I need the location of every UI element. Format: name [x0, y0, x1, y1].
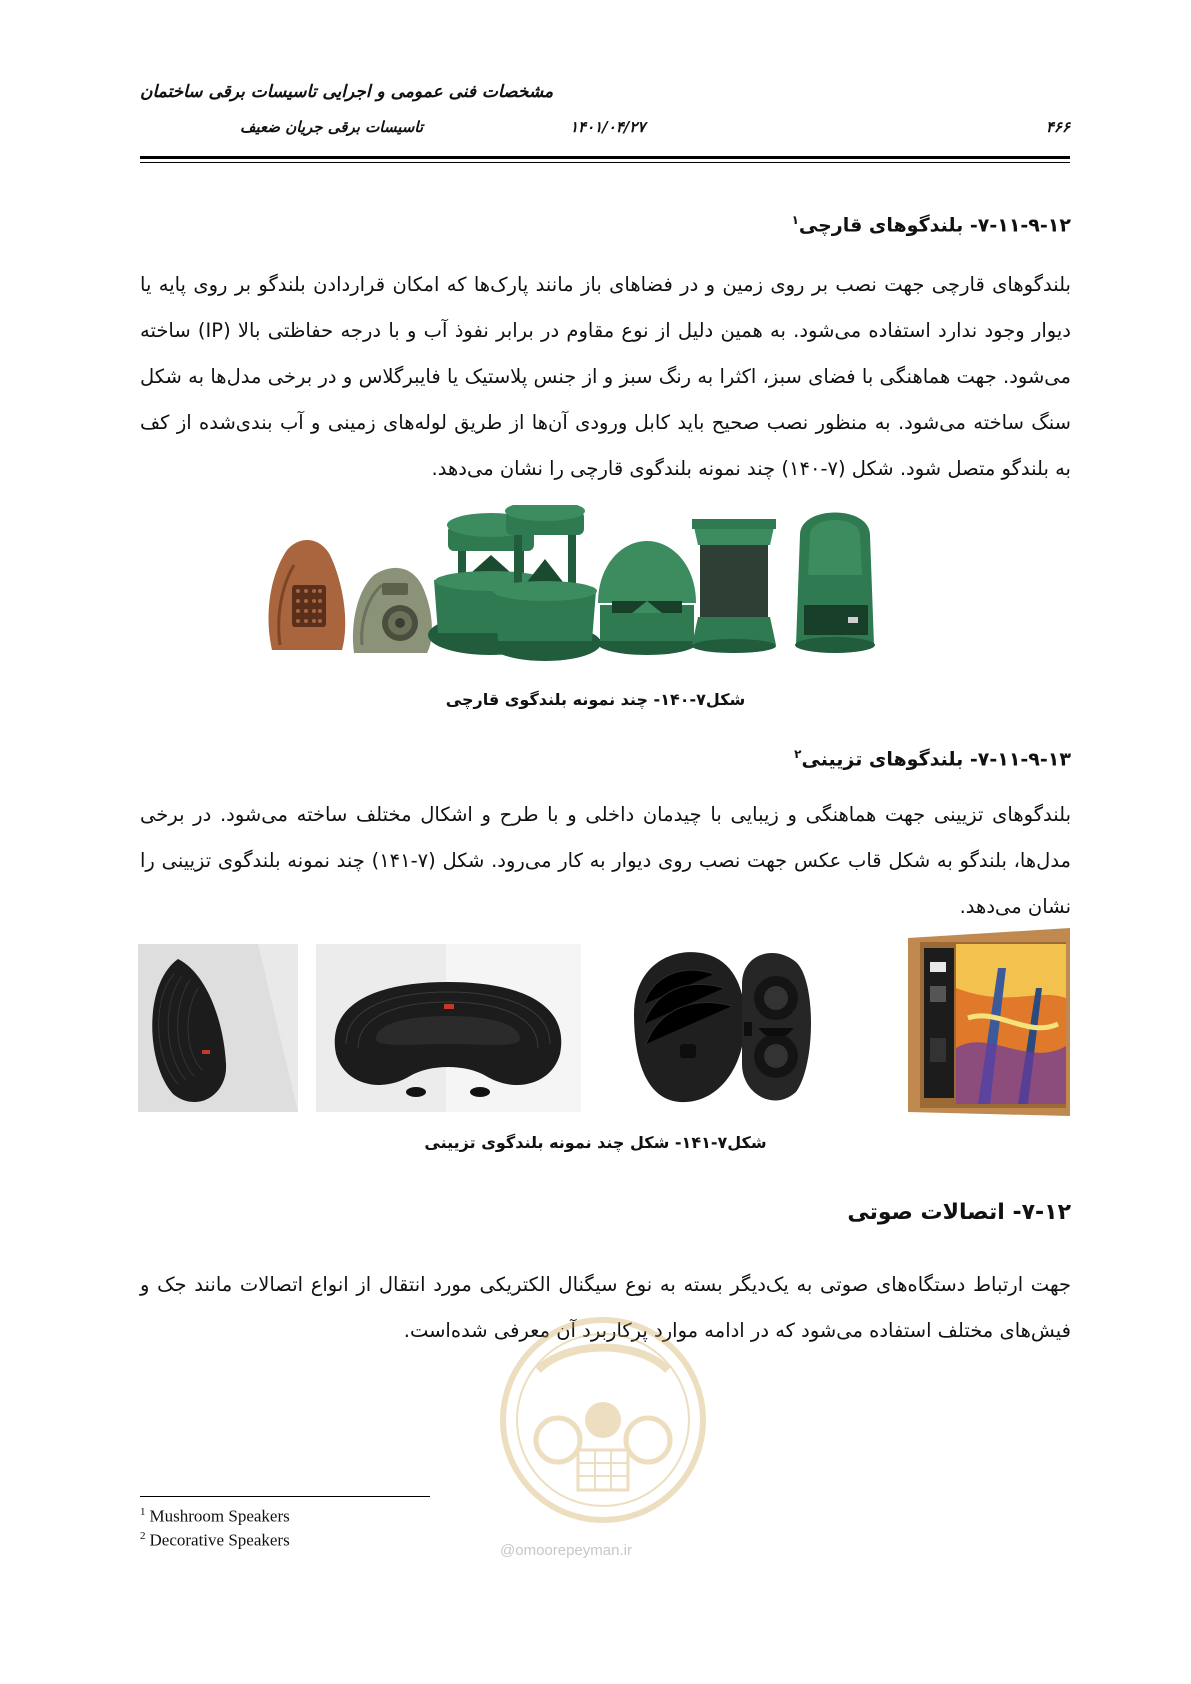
green-lantern-speaker: [795, 513, 875, 654]
footnote-1-text: Mushroom Speakers: [149, 1506, 290, 1526]
heading-audio-connections: ۷-۱۲- اتصالات صوتی: [847, 1200, 1071, 1225]
watermark-seal-logo: [478, 1300, 728, 1580]
green-square-speaker: [692, 519, 776, 653]
header-row: [140, 118, 1070, 144]
paragraph-audio-connections: جهت ارتباط دستگاه‌های صوتی به یک‌دیگر بسته به نوع سیگنال الکتریکی مورد انتقال از انواع اتصالات مانند جک و فیش‌های مختلف استفاده می‌شود که در ادامه موارد پرکاربرد آن معرفی شده‌است.: [140, 1273, 1071, 1342]
footnote-1-number: 1: [140, 1506, 146, 1518]
heading-decorative-speakers: [794, 747, 1071, 770]
heading-text: ۷-۱۱-۹-۱۳- بلندگوهای تزیینی: [801, 748, 1071, 771]
footnote-ref-1[interactable]: ۱: [791, 213, 799, 227]
footnote-1: [140, 1506, 290, 1527]
header-date: ۱۴۰۱/۰۴/۲۷: [570, 118, 646, 136]
figure-mushroom-speakers: [262, 505, 962, 665]
decorative-speaker-wall-mount-image: [138, 944, 298, 1112]
header-rule-thick: [140, 156, 1070, 159]
header-main-title: مشخصات فنی عمومی و اجرایی تاسیسات برقی ساختمان: [140, 82, 554, 102]
green-dome-speaker: [597, 541, 697, 655]
decorative-speaker-pair-image: [624, 944, 814, 1112]
watermark-text: @omoorepeyman.ir: [500, 1542, 632, 1559]
header-subtitle: تاسیسات برقی جریان ضعیف: [240, 118, 424, 136]
footnote-ref-2[interactable]: ۲: [794, 747, 802, 761]
paragraph-decorative-speakers: بلندگوهای تزیینی جهت هماهنگی و زیبایی با چیدمان داخلی و با طرح و اشکال مختلف ساخته می‌شود. در برخی مدل‌ها، بلندگو به شکل قاب عکس جهت نصب روی دیوار به کار می‌رود. شکل (۷-۱۴۱) چند نمونه بلندگوی تزیینی را نشان می‌دهد.: [140, 803, 1071, 918]
decorative-speaker-arc-image: [316, 944, 581, 1112]
footnote-2-text: Decorative Speakers: [149, 1530, 290, 1550]
footnote-rule: [140, 1496, 430, 1497]
heading-text: ۷-۱۱-۹-۱۲- بلندگوهای قارچی: [798, 214, 1071, 237]
footnote-2-number: 2: [140, 1530, 146, 1542]
header-page-number: ۴۶۶: [1045, 118, 1070, 136]
caption-figure-140: شکل۷-۱۴۰- چند نمونه بلندگوی قارچی: [445, 690, 746, 709]
header-rule-thin: [140, 162, 1070, 163]
decorative-speaker-picture-frame-image: [908, 928, 1070, 1116]
paragraph-mushroom-speakers: بلندگوهای قارچی جهت نصب بر روی زمین و در فضاهای باز مانند پارک‌ها که امکان قراردادن بلندگو بر روی پایه یا دیوار وجود ندارد استفاده می‌شود. به همین دلیل از نوع مقاوم در برابر نفوذ آب و با درجه حفاظتی بالا (IP) ساخته می‌شود. جهت هماهنگی با فضای سبز، اکثرا به رنگ سبز و از جنس پلاستیک یا فایبرگلاس و در برخی مدل‌ها به شکل سنگ ساخته می‌شود. به منظور نصب صحیح باید کابل ورودی آن‌ها از طریق لوله‌های زمینی و آب بندی‌شده از کف به بلندگو متصل شود. شکل (۷-۱۴۰) چند نمونه بلندگوی قارچی را نشان می‌دهد.: [140, 273, 1071, 480]
rock-speaker-brown: [268, 540, 345, 650]
footnote-2: [140, 1530, 290, 1551]
rock-speaker-grey: [353, 568, 432, 653]
caption-figure-141: شکل۷-۱۴۱- شکل چند نمونه بلندگوی تزیینی: [424, 1133, 767, 1152]
heading-mushroom-speakers: [792, 213, 1071, 236]
